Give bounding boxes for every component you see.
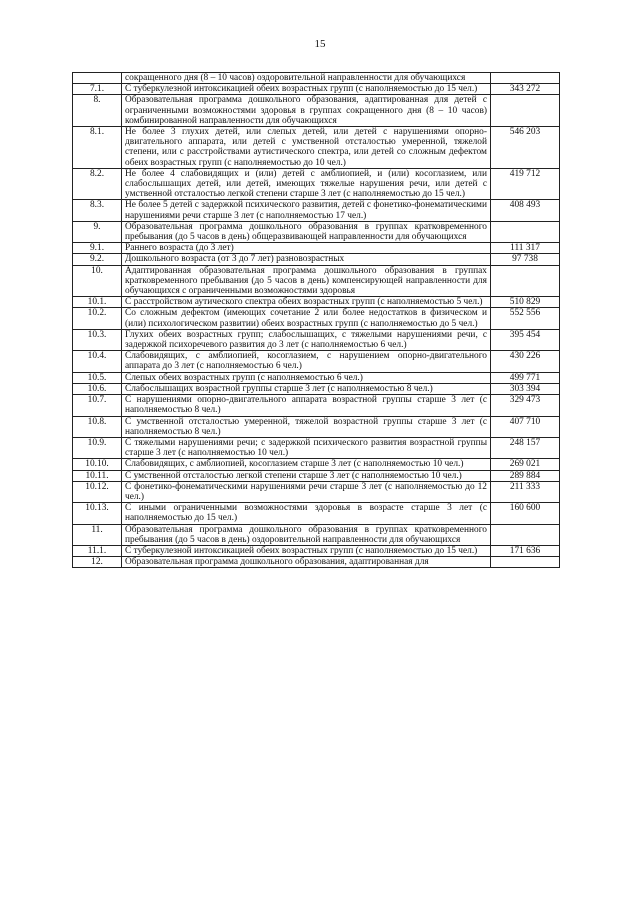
table-row bbox=[73, 168, 560, 200]
row-value: 499 771 bbox=[491, 372, 560, 383]
row-number: 8.2. bbox=[73, 168, 122, 200]
row-value: 343 272 bbox=[491, 84, 560, 95]
row-number: 10.4. bbox=[73, 351, 122, 372]
row-value: 111 317 bbox=[491, 243, 560, 254]
row-value: 395 454 bbox=[491, 329, 560, 350]
row-value: 546 203 bbox=[491, 127, 560, 169]
table-row bbox=[73, 557, 560, 568]
table-row bbox=[73, 329, 560, 350]
row-number: 10.6. bbox=[73, 383, 122, 394]
row-description: С умственной отсталостью умеренной, тяжелой возрастной группы старше 3 лет (с наполняемостью 8 чел.) bbox=[122, 416, 491, 437]
row-description: Образовательная программа дошкольного образования в группах кратковременного пребывания (до 5 часов в день) общеразвивающей направленности для обучающихся bbox=[122, 221, 491, 242]
table-row bbox=[73, 459, 560, 470]
table-row bbox=[73, 243, 560, 254]
row-number: 9.1. bbox=[73, 243, 122, 254]
row-number: 9.2. bbox=[73, 254, 122, 265]
row-description: С расстройством аутического спектра обеих возрастных групп (с наполняемостью 5 чел.) bbox=[122, 297, 491, 308]
row-value: 552 556 bbox=[491, 308, 560, 329]
table-row bbox=[73, 200, 560, 221]
page-number: 15 bbox=[314, 38, 326, 50]
row-number: 11. bbox=[73, 524, 122, 545]
row-number: 10.9. bbox=[73, 437, 122, 458]
table-row bbox=[73, 395, 560, 416]
row-number: 10.10. bbox=[73, 459, 122, 470]
row-description: Адаптированная образовательная программа дошкольного образования в группах кратковременного пребывания (до 5 часов в день) компенсирующей направленности для обучающихся с ограниченными возможностями здоровья bbox=[122, 265, 491, 297]
row-number: 10.11. bbox=[73, 470, 122, 481]
table-row bbox=[73, 265, 560, 297]
row-number: 10.12. bbox=[73, 481, 122, 502]
row-value: 171 636 bbox=[491, 545, 560, 556]
tariff-table bbox=[72, 72, 560, 568]
row-value bbox=[491, 524, 560, 545]
row-number: 8.3. bbox=[73, 200, 122, 221]
row-number: 11.1. bbox=[73, 545, 122, 556]
row-description: Раннего возраста (до 3 лет) bbox=[122, 243, 491, 254]
table-row bbox=[73, 481, 560, 502]
table-row bbox=[73, 84, 560, 95]
row-description: С туберкулезной интоксикацией обеих возрастных групп (с наполняемостью до 15 чел.) bbox=[122, 84, 491, 95]
row-value: 160 600 bbox=[491, 503, 560, 524]
row-description: С нарушениями опорно-двигательного аппарата возрастной группы старше 3 лет (с наполняемостью 8 чел.) bbox=[122, 395, 491, 416]
row-number: 7.1. bbox=[73, 84, 122, 95]
table-row bbox=[73, 524, 560, 545]
row-number: 10.8. bbox=[73, 416, 122, 437]
row-description: Глухих обеих возрастных групп; слабослышащих, с тяжелыми нарушениями речи, с задержкой психоречевого развития до 3 лет (с наполняемостью 6 чел.) bbox=[122, 329, 491, 350]
row-value: 211 333 bbox=[491, 481, 560, 502]
row-number: 9. bbox=[73, 221, 122, 242]
row-number: 10.2. bbox=[73, 308, 122, 329]
row-description: Не более 3 глухих детей, или слепых детей, или детей с нарушениями опорно-двигательного аппарата, или детей с умственной отсталостью умеренной, тяжелой степени, или с расстройствами аутистического спектра, или детей со сложным дефектом обеих возрастных групп (с наполняемостью до 10 чел.) bbox=[122, 127, 491, 169]
row-description: Не более 4 слабовидящих и (или) детей с амблиопией, и (или) косоглазием, или слабослышащих детей, или детей, имеющих тяжелые нарушения речи, или детей с умственной отсталостью легкой степени старше 3 лет (с наполняемостью до 15 чел.) bbox=[122, 168, 491, 200]
row-value: 97 738 bbox=[491, 254, 560, 265]
table-row bbox=[73, 437, 560, 458]
table-row bbox=[73, 545, 560, 556]
row-description: Образовательная программа дошкольного образования в группах кратковременного пребывания (до 5 часов в день) оздоровительной направленности для обучающихся bbox=[122, 524, 491, 545]
table-row bbox=[73, 308, 560, 329]
row-value: 430 226 bbox=[491, 351, 560, 372]
row-value: 248 157 bbox=[491, 437, 560, 458]
row-number: 10.3. bbox=[73, 329, 122, 350]
row-value bbox=[491, 265, 560, 297]
row-description: С тяжелыми нарушениями речи; с задержкой психического развития возрастной группы старше 3 лет (с наполняемостью 10 чел.) bbox=[122, 437, 491, 458]
row-value: 269 021 bbox=[491, 459, 560, 470]
table-row bbox=[73, 503, 560, 524]
row-description: С фонетико-фонематическими нарушениями речи старше 3 лет (с наполняемостью до 12 чел.) bbox=[122, 481, 491, 502]
table-row bbox=[73, 383, 560, 394]
table-row bbox=[73, 73, 560, 84]
row-description: Слабовидящих, с амблиопией, косоглазием, с нарушением опорно-двигательного аппарата до 3 лет (с наполняемостью 6 чел.) bbox=[122, 351, 491, 372]
table-row bbox=[73, 470, 560, 481]
row-value bbox=[491, 557, 560, 568]
table-row bbox=[73, 297, 560, 308]
table-row bbox=[73, 221, 560, 242]
table-row bbox=[73, 372, 560, 383]
row-number bbox=[73, 73, 122, 84]
row-value: 329 473 bbox=[491, 395, 560, 416]
row-description: Не более 5 детей с задержкой психического развития, детей с фонетико-фонематическими нарушениями речи старше 3 лет (с наполняемостью 17 чел.) bbox=[122, 200, 491, 221]
row-number: 12. bbox=[73, 557, 122, 568]
row-number: 10.13. bbox=[73, 503, 122, 524]
row-description: Слабослышащих возрастной группы старше 3 лет (с наполняемостью 8 чел.) bbox=[122, 383, 491, 394]
table-row bbox=[73, 351, 560, 372]
row-value: 289 884 bbox=[491, 470, 560, 481]
table-row bbox=[73, 416, 560, 437]
row-description: С туберкулезной интоксикацией обеих возрастных групп (с наполняемостью до 15 чел.) bbox=[122, 545, 491, 556]
row-number: 8. bbox=[73, 95, 122, 127]
row-value: 303 394 bbox=[491, 383, 560, 394]
row-number: 10.7. bbox=[73, 395, 122, 416]
row-description: Образовательная программа дошкольного образования, адаптированная для детей с ограниченными возможностями здоровья в группах сокращенного дня (8 – 10 часов) комбинированной направленности для обучающихся bbox=[122, 95, 491, 127]
row-value: 407 710 bbox=[491, 416, 560, 437]
row-description: Слепых обеих возрастных групп (с наполняемостью 6 чел.) bbox=[122, 372, 491, 383]
row-value bbox=[491, 221, 560, 242]
row-description: Со сложным дефектом (имеющих сочетание 2 или более недостатков в физическом и (или) психологическом развитии) обеих возрастных групп (с наполняемостью до 5 чел.) bbox=[122, 308, 491, 329]
row-value: 408 493 bbox=[491, 200, 560, 221]
row-value: 510 829 bbox=[491, 297, 560, 308]
row-description: Слабовидящих, с амблиопией, косоглазием старше 3 лет (с наполняемостью 10 чел.) bbox=[122, 459, 491, 470]
row-description: С иными ограниченными возможностями здоровья в возрасте старше 3 лет (с наполняемостью до 15 чел.) bbox=[122, 503, 491, 524]
table-row bbox=[73, 254, 560, 265]
row-value bbox=[491, 95, 560, 127]
row-value bbox=[491, 73, 560, 84]
table-row bbox=[73, 127, 560, 169]
table-row bbox=[73, 95, 560, 127]
table-body bbox=[73, 73, 560, 568]
row-number: 10. bbox=[73, 265, 122, 297]
row-description: Образовательная программа дошкольного образования, адаптированная для bbox=[122, 557, 491, 568]
row-number: 8.1. bbox=[73, 127, 122, 169]
row-number: 10.5. bbox=[73, 372, 122, 383]
row-description: сокращенного дня (8 – 10 часов) оздоровительной направленности для обучающихся bbox=[122, 73, 491, 84]
row-description: Дошкольного возраста (от 3 до 7 лет) разновозрастных bbox=[122, 254, 491, 265]
row-value: 419 712 bbox=[491, 168, 560, 200]
row-description: С умственной отсталостью легкой степени старше 3 лет (с наполняемостью 10 чел.) bbox=[122, 470, 491, 481]
row-number: 10.1. bbox=[73, 297, 122, 308]
